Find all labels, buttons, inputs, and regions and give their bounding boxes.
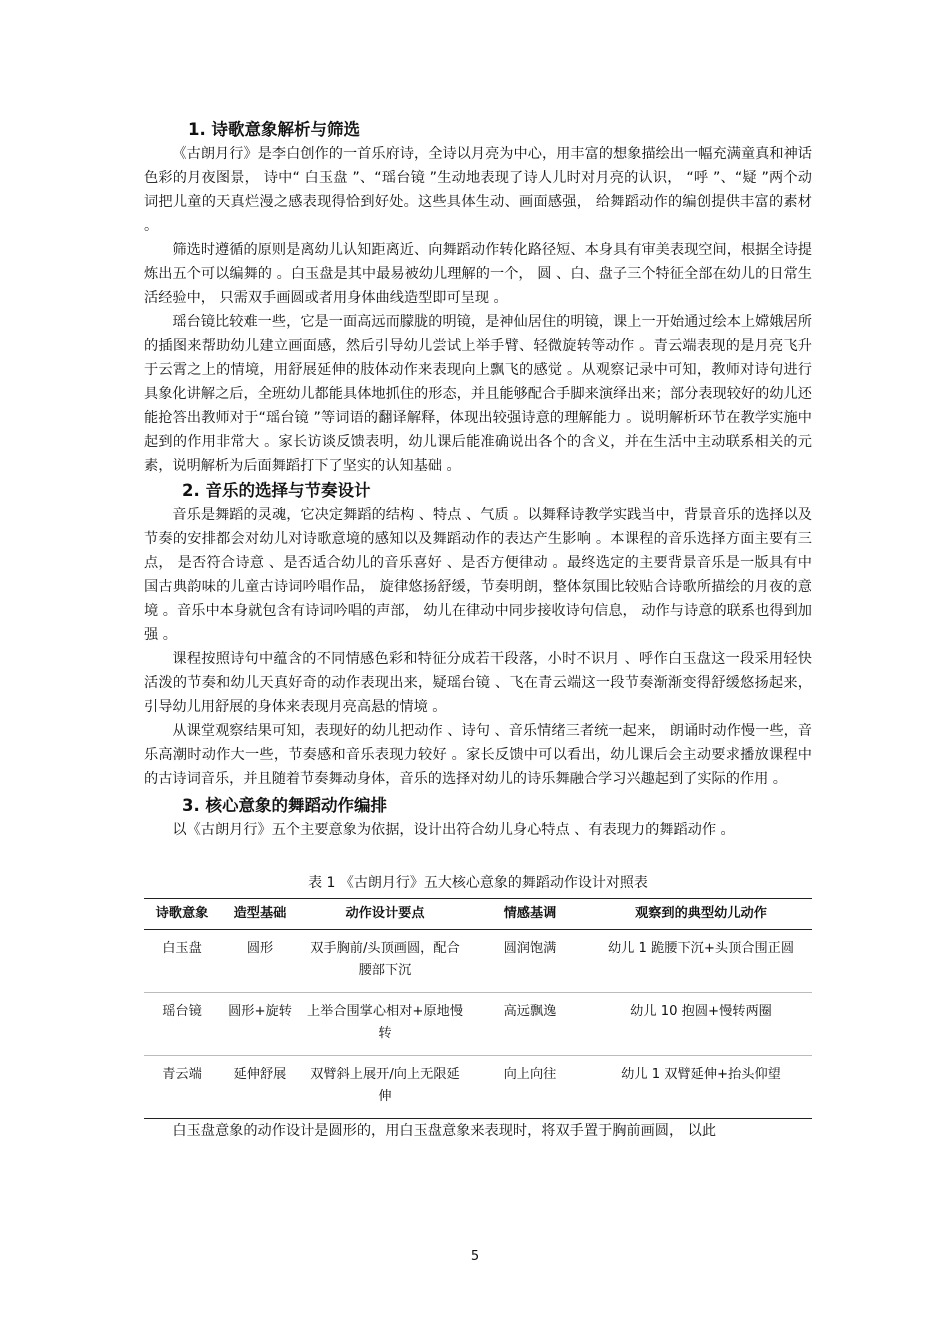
- section-2-heading: 2. 音乐的选择与节奏设计: [182, 481, 371, 500]
- section-2-paragraph-1: 音乐是舞蹈的灵魂，它决定舞蹈的结构 、特点 、气质 。以舞释诗教学实践当中，背景音乐的选择以及节奏的安排都会对幼儿对诗歌意境的感知以及舞蹈动作的表达产生影响 。本课程的音乐选择方面主要有三点， 是否符合诗意 、是否适合幼儿的音乐喜好 、是否方便律动 。最终选定的主要背景音乐是一版具有中国古典韵味的儿童古诗词吟唱作品， 旋律悠扬舒缓，节奏明朗，整体氛围比较贴合诗歌所描绘的月夜的意境 。音乐中本身就包含有诗词吟唱的声部， 幼儿在律动中同步接收诗句信息， 动作与诗意的联系也得到加强 。: [144, 507, 812, 643]
- page-number: 5: [470, 1249, 480, 1264]
- section-2-paragraph-3: 从课堂观察结果可知，表现好的幼儿把动作 、诗句 、音乐情绪三者统一起来， 朗诵时动作慢一些，音乐高潮时动作大一些，节奏感和音乐表现力较好 。家长反馈中可以看出，幼儿课后会主动要求播放课程中的古诗词音乐，并且随着节奏舞动身体，音乐的选择对幼儿的诗乐舞融合学习兴趣起到了实际的作用 。: [144, 723, 812, 787]
- table-cell: 圆形+旋转: [228, 1004, 292, 1019]
- table-row: [144, 1056, 812, 1119]
- table-cell: 幼儿 1 跪腰下沉+头顶合围正圆: [607, 941, 795, 956]
- table-header-cell: 诗歌意象: [155, 906, 209, 921]
- table-cell: 圆形: [246, 941, 274, 956]
- section-3-heading: 3. 核心意象的舞蹈动作编排: [182, 796, 387, 815]
- table-cell: 向上向往: [503, 1067, 557, 1082]
- table-cell: 白玉盘: [162, 941, 202, 956]
- section-1-paragraph-2: 筛选时遵循的原则是离幼儿认知距离近、向舞蹈动作转化路径短、本身具有审美表现空间，根据全诗提炼出五个可以编舞的 。白玉盘是其中最易被幼儿理解的一个， 圆 、白、盘子三个特征全部在幼儿的日常生活经验中， 只需双手画圆或者用身体曲线造型即可呈现 。: [144, 242, 812, 306]
- table-cell: 高远飘逸: [503, 1004, 557, 1019]
- table-row: [144, 930, 812, 993]
- page-content: [144, 118, 812, 1143]
- table-cell: 幼儿 10 抱圆+慢转两圈: [630, 1004, 772, 1019]
- dance-design-table: [144, 898, 812, 1119]
- table-cell: 幼儿 1 双臂延伸+抬头仰望: [621, 1067, 781, 1082]
- table-header-cell: 观察到的典型幼儿动作: [635, 906, 767, 921]
- table-header-cell: 动作设计要点: [345, 906, 425, 921]
- table-cell: 双手胸前/头顶画圆，配合腰部下沉: [310, 941, 460, 978]
- section-3-paragraph: 以《古朗月行》五个主要意象为依据，设计出符合幼儿身心特点 、有表现力的舞蹈动作 。: [172, 822, 735, 838]
- table-cell: 上举合围掌心相对+原地慢转: [306, 1004, 464, 1041]
- table-row: [144, 993, 812, 1056]
- section-1-paragraph-3: 瑶台镜比较难一些，它是一面高远而朦胧的明镜，是神仙居住的明镜，课上一开始通过绘本上嫦娥居所的插图来帮助幼儿建立画面感，然后引导幼儿尝试上举手臂、轻微旋转等动作 。青云端表现的是月亮飞升于云霄之上的情境，用舒展延伸的肢体动作来表现向上飘飞的感觉 。从观察记录中可知，教师对诗句进行具象化讲解之后，全班幼儿都能具体地抓住的形态，并且能够配合手脚来演绎出来；部分表现较好的幼儿还能抢答出教师对于“瑶台镜 ”等词语的翻译解释，体现出较强诗意的理解能力 。说明解析环节在教学实施中起到的作用非常大 。家长访谈反馈表明，幼儿课后能准确说出各个的含义，并在生活中主动联系相关的元素，说明解析为后面舞蹈打下了坚实的认知基础 。: [144, 314, 812, 474]
- table-cell: 圆润饱满: [503, 941, 557, 956]
- table-cell: 双臂斜上展开/向上无限延伸: [310, 1067, 460, 1104]
- section-2-paragraph-2: 课程按照诗句中蕴含的不同情感色彩和特征分成若干段落，小时不识月 、呼作白玉盘这一段采用轻快活泼的节奏和幼儿天真好奇的动作表现出来，疑瑶台镜 、飞在青云端这一段节奏渐渐变得舒缓悠扬起来， 引导幼儿用舒展的身体来表现月亮高悬的情境 。: [144, 651, 812, 715]
- table-header-cell: 造型基础: [233, 906, 287, 921]
- table-cell: 延伸舒展: [233, 1067, 287, 1082]
- after-table-paragraph: 白玉盘意象的动作设计是圆形的，用白玉盘意象来表现时，将双手置于胸前画圆， 以此: [172, 1123, 717, 1139]
- table-cell: 青云端: [162, 1067, 202, 1082]
- section-1-heading: 1. 诗歌意象解析与筛选: [188, 120, 360, 139]
- table-header-cell: 情感基调: [503, 906, 557, 921]
- section-1-paragraph-1: 《古朗月行》是李白创作的一首乐府诗，全诗以月亮为中心，用丰富的想象描绘出一幅充满童真和神话色彩的月夜图景， 诗中“ 白玉盘 ”、“瑶台镜 ”生动地表现了诗人儿时对月亮的认识， “呼 ”、“疑 ”两个动词把儿童的天真烂漫之感表现得恰到好处。这些具体生动、画面感强， 给舞蹈动作的编创提供丰富的素材 。: [144, 146, 812, 234]
- table-header-row: [144, 899, 812, 930]
- table-cell: 瑶台镜: [162, 1004, 202, 1019]
- table-caption: 表 1 《古朗月行》五大核心意象的舞蹈动作设计对照表: [308, 875, 648, 891]
